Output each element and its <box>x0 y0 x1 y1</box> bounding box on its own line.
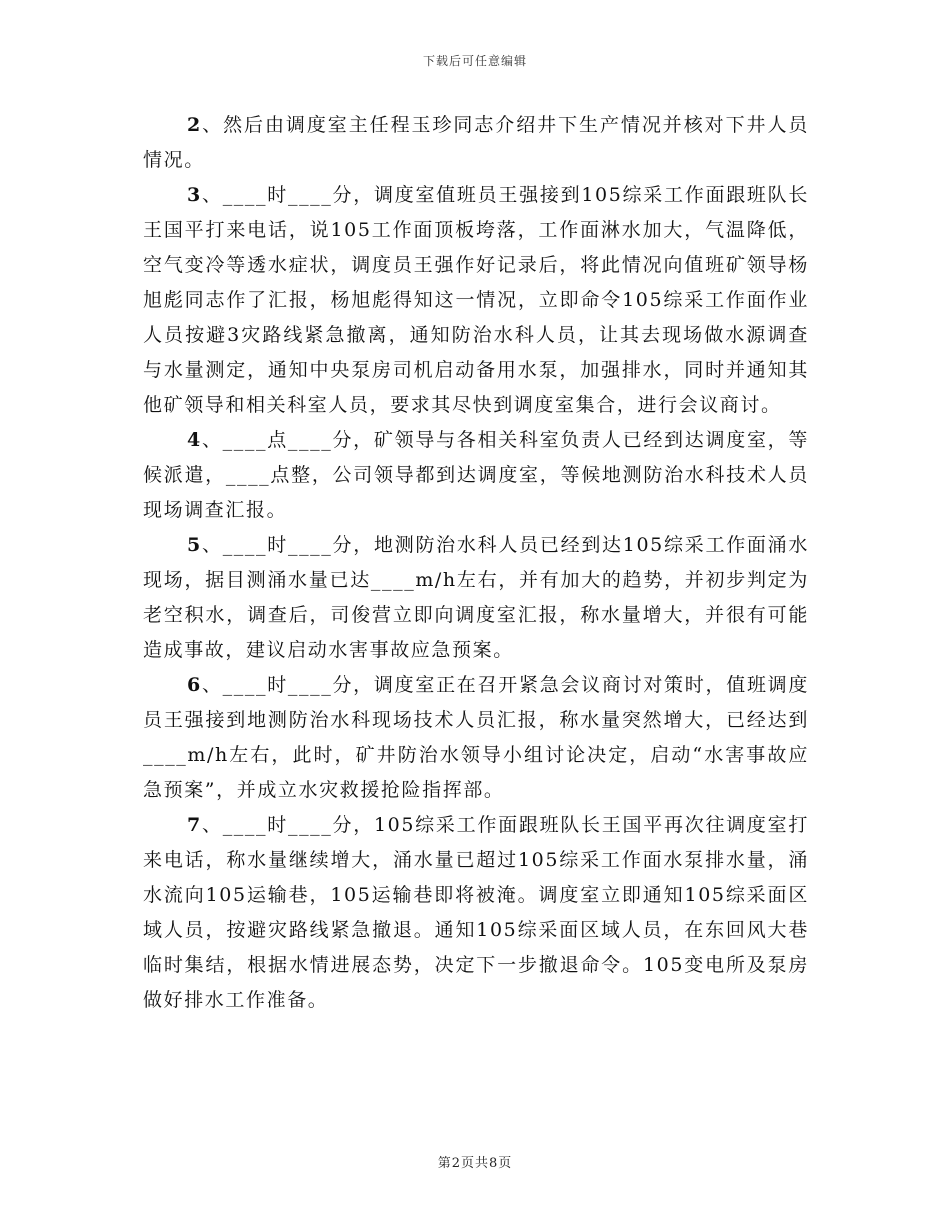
paragraph-item-7 <box>143 808 809 1018</box>
paragraph-item-4 <box>143 423 809 528</box>
paragraph-text: 、____点____分，矿领导与各相关科室负责人已经到达调度室，等候派遣，____点整，公司领导都到达调度室，等候地测防治水科技术人员现场调查汇报。 <box>143 429 809 521</box>
paragraph-number: 7 <box>187 814 202 836</box>
paragraph-number: 6 <box>187 674 202 696</box>
paragraph-item-2 <box>143 108 809 178</box>
paragraph-text: 、____时____分，调度室值班员王强接到105综采工作面跟班队长王国平打来电话，说105工作面顶板垮落，工作面淋水加大，气温降低，空气变冷等透水症状，调度员王强作好记录后，将此情况向值班矿领导杨旭彪同志作了汇报，杨旭彪得知这一情况，立即命令105综采工作面作业人员按避3灾路线紧急撤离，通知防治水科人员，让其去现场做水源调查与水量测定，通知中央泵房司机启动备用水泵，加强排水，同时并通知其他矿领导和相关科室人员，要求其尽快到调度室集合，进行会议商讨。 <box>143 184 809 416</box>
paragraph-text: 、____时____分，105综采工作面跟班队长王国平再次往调度室打来电话，称水量继续增大，涌水量已超过105综采工作面水泵排水量，涌水流向105运输巷，105运输巷即将被淹。调度室立即通知105综采面区域人员，按避灾路线紧急撤退。通知105综采面区域人员，在东回风大巷临时集结，根据水情进展态势，决定下一步撤退命令。105变电所及泵房做好排水工作准备。 <box>143 814 809 1011</box>
paragraph-text: 、____时____分，调度室正在召开紧急会议商讨对策时，值班调度员王强接到地测防治水科现场技术人员汇报，称水量突然增大，已经达到____m/h左右，此时，矿井防治水领导小组讨论决定，启动“水害事故应急预案”，并成立水灾救援抢险指挥部。 <box>143 674 809 801</box>
paragraph-number: 3 <box>187 184 202 206</box>
paragraph-text: 、然后由调度室主任程玉珍同志介绍井下生产情况并核对下井人员情况。 <box>143 114 809 171</box>
paragraph-number: 2 <box>187 114 202 136</box>
paragraph-text: 、____时____分，地测防治水科人员已经到达105综采工作面涌水现场，据目测涌水量已达____m/h左右，并有加大的趋势，并初步判定为老空积水，调查后，司俊营立即向调度室汇报，称水量增大，并很有可能造成事故，建议启动水害事故应急预案。 <box>143 534 809 661</box>
paragraph-number: 5 <box>187 534 202 556</box>
page-footer: 第2页共8页 <box>437 1156 513 1171</box>
paragraph-number: 4 <box>187 429 202 451</box>
document-body <box>143 108 809 1018</box>
paragraph-item-6 <box>143 668 809 808</box>
paragraph-item-3 <box>143 178 809 423</box>
paragraph-item-5 <box>143 528 809 668</box>
page-header: 下载后可任意编辑 <box>422 54 527 68</box>
